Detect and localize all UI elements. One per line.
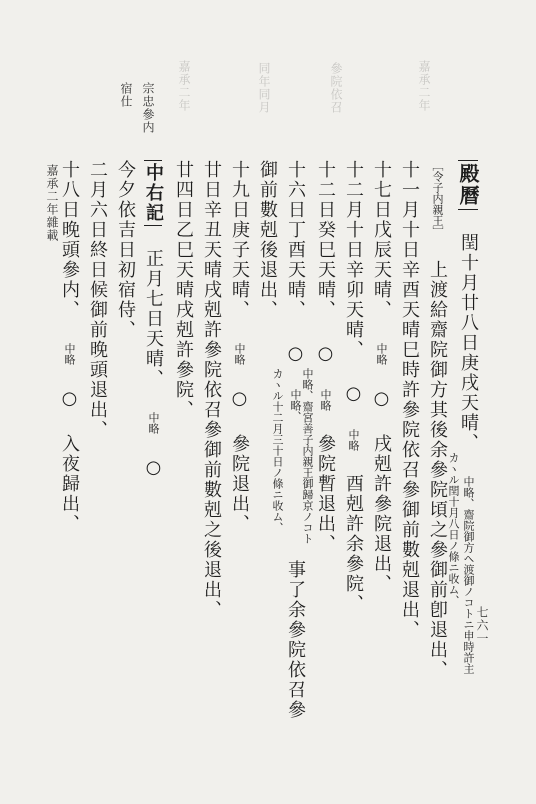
column-note: 中略、 <box>289 389 302 422</box>
column-note: 中略 <box>63 343 76 365</box>
column-note: 中略 <box>375 343 388 365</box>
source-bracket: 殿曆 <box>458 160 478 210</box>
show-through-text: 參院依召 <box>329 62 343 114</box>
column-note: ［令子内親王］ <box>431 160 444 237</box>
column-text: 十二日癸巳天晴、 <box>315 160 336 320</box>
source-bracket: 中右記 <box>144 160 162 226</box>
column-text: 上渡給齋院御方其後余參院頃之參御前卽退出、 <box>427 260 448 680</box>
show-through-text: 同年同月 <box>257 62 271 114</box>
column-text: 十二月十日辛卯天晴、 <box>343 160 364 360</box>
running-title: 嘉承二年雜載 <box>45 164 59 242</box>
text-column <box>316 160 334 554</box>
column-text: 正月七日天晴、 <box>143 249 164 389</box>
column-text: 酉剋許余參院、 <box>343 474 364 614</box>
column-note: 中略、齋宮善子内親王御歸京ノコト <box>301 368 314 544</box>
column-note: 中略 <box>319 389 332 411</box>
margin-note: 宗忠參内 <box>141 82 155 134</box>
show-through-text: 嘉承二年 <box>417 60 431 112</box>
column-text: 事了余參院依召參 <box>285 560 306 720</box>
circle-icon: ○ <box>59 388 80 411</box>
column-text: 參院退出、 <box>229 434 250 534</box>
margin-note: 宿仕 <box>119 82 133 108</box>
circle-icon: ○ <box>343 383 364 406</box>
text-column <box>428 160 446 680</box>
column-note: カヽル閏十月八日ノ條ニ收ム、 <box>447 452 460 606</box>
text-column: 廿四日乙巳天晴戌剋許參院、 <box>173 160 194 420</box>
text-column <box>230 160 248 534</box>
circle-icon: ○ <box>143 457 164 480</box>
column-text: 參院暫退出、 <box>315 434 336 554</box>
show-through-text: 嘉承二年 <box>177 60 191 112</box>
circle-icon: ○ <box>229 388 250 411</box>
text-column <box>60 160 78 534</box>
text-column <box>372 160 390 594</box>
column-text: 十六日丁酉天晴、 <box>285 160 306 320</box>
text-column: 二月六日終日候御前晚頭退出、 <box>87 160 108 440</box>
text-column: 今夕依吉日初宿侍、 <box>115 160 136 340</box>
text-column <box>286 160 304 422</box>
circle-icon: ○ <box>371 388 392 411</box>
column-note: カヽル十二月三十日ノ條ニ收ム、 <box>271 368 284 533</box>
text-column <box>344 160 362 614</box>
column-note: 中略 <box>147 412 160 434</box>
column-text: 閏十月廿八日庚戌天晴、 <box>458 233 479 453</box>
text-column: 御前數剋後退出、 <box>257 160 278 320</box>
column-text: 十七日戊辰天晴、 <box>371 160 392 320</box>
text-column: 十一月十日辛酉天晴巳時許參院依召參御前數剋退出、 <box>399 160 420 640</box>
circle-icon: ○ <box>315 343 336 366</box>
column-note: 中略 <box>347 429 360 451</box>
column-text: 十八日晚頭參内、 <box>59 160 80 320</box>
column-text: 入夜歸出、 <box>59 434 80 534</box>
text-column: 廿日辛丑天晴戌剋許參院依召參御前數剋之後退出、 <box>201 160 222 620</box>
text-column <box>144 160 162 480</box>
column-text: 十九日庚子天晴、 <box>229 160 250 320</box>
column-text: 戌剋許參院退出、 <box>371 434 392 594</box>
circle-icon: ○ <box>285 343 306 366</box>
page-number: 七六一 <box>475 606 489 645</box>
column-note: 中略、齋院御方ヘ渡御ノコトニ申時許主 <box>462 476 475 674</box>
text-column <box>458 160 478 674</box>
column-note: 中略 <box>233 343 246 365</box>
